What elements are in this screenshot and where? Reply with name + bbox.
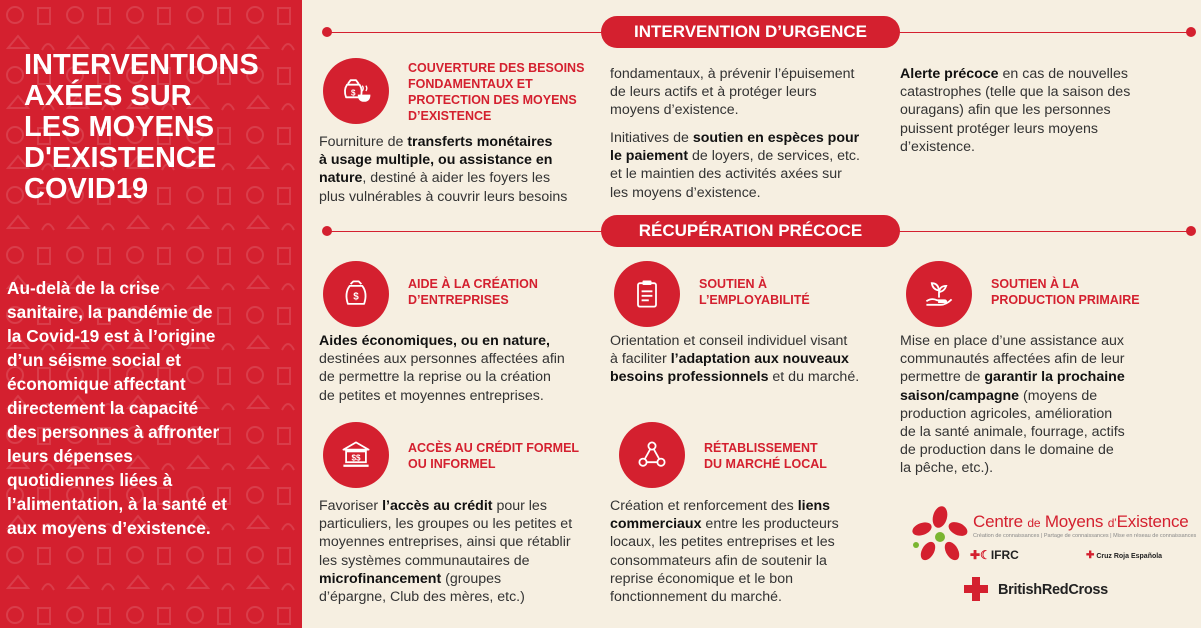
intro-text: Au-delà de la crise sanitaire, la pandémie de la Covid-19 est à l’origine d’un séisme social et économique affectant directement la capacité des personnes à affronter leurs dépenses quotidiennes liées à l’alimentation, à la santé et aux moyens d’existence. — [7, 278, 227, 538]
text-protection-actifs: fondamentaux, à prévenir l’épuisement de leurs actifs et à protéger leurs moyens d’existence. — [610, 66, 855, 119]
bank-icon — [323, 422, 389, 488]
svg-text:$: $ — [351, 88, 356, 98]
text-acces-credit: Favoriser l’accès au crédit pour les particuliers, les groupes ou les petites et moyennes entreprises, ainsi que rétablir les systèmes communautaires de microfinancement (groupes d’épargne, Club des mères, etc.) — [319, 498, 573, 606]
text-orientation-conseil: Orientation et conseil individuel visant à faciliter l’adaptation aux nouveaux besoins professionnels et du marché. — [610, 333, 860, 386]
svg-text:$$: $$ — [351, 453, 361, 463]
text-marche-local: Création et renforcement des liens commerciaux entre les producteurs locaux, les petites entreprises et les consommateurs afin de soutenir la reprise économique et le bon fonctionnement du marché. — [610, 498, 839, 606]
cme-logo-subtitle: Création de connaissances | Partage de connaissances | Mise en réseau de connaissances — [973, 533, 1197, 539]
british-red-cross-icon — [964, 577, 988, 601]
money-bag-bowl-icon — [323, 58, 389, 124]
money-bag-icon — [323, 261, 389, 327]
section-dot-right — [1186, 27, 1196, 37]
cme-logo-text: Centre de Moyens d’Existence — [973, 512, 1189, 531]
heading-acces-credit: ACCÈS AU CRÉDIT FORMEL OU INFORMEL — [408, 441, 580, 471]
heading-creation-entreprises: AIDE À LA CRÉATION D’ENTREPRISES — [408, 277, 538, 307]
text-production-primaire: Mise en place d’une assistance aux communautés affectées afin de leur permettre de garantir la prochaine saison/campagne (moyens de production agricoles, amélioration de la santé animale, fourrage, actifs de production dans le domaine de la pêche, etc.). — [900, 333, 1125, 477]
svg-text:$: $ — [353, 291, 359, 303]
section-heading-recuperation: RÉCUPÉRATION PRÉCOCE — [601, 215, 900, 247]
heading-marche-local: RÉTABLISSEMENT DU MARCHÉ LOCAL — [704, 441, 827, 471]
main-title: INTERVENTIONS AXÉES SUR LES MOYENS D'EXISTENCE COVID19 — [24, 49, 259, 205]
plant-in-hand-icon — [906, 261, 972, 327]
section-dot-right — [1186, 226, 1196, 236]
heading-employabilite: SOUTIEN À L’EMPLOYABILITÉ — [699, 277, 810, 307]
text-alerte-precoce: Alerte précoce en cas de nouvelles catastrophes (telle que la saison des ouragans) afin que les personnes puissent protéger leurs moyens d’existence. — [900, 66, 1131, 155]
british-red-cross-logo: BritishRedCross — [998, 582, 1108, 598]
clipboard-icon — [614, 261, 680, 327]
section-dot-left — [322, 226, 332, 236]
text-soutien-especes: Initiatives de soutien en espèces pour le paiement de loyers, de services, etc. et le maintien des activités axées sur les moyens d’existence. — [610, 130, 860, 201]
text-aides-economiques: Aides économiques, ou en nature, destinées aux personnes affectées afin de permettre la reprise ou la création de petites et moyennes entreprises. — [319, 333, 565, 404]
cme-flower-logo — [908, 505, 972, 567]
section-heading-urgence: INTERVENTION D’URGENCE — [601, 16, 900, 48]
heading-besoins-fondamentaux: COUVERTURE DES BESOINS FONDAMENTAUX ET PROTECTION DES MOYENS D’EXISTENCE — [408, 61, 585, 123]
section-dot-left — [322, 27, 332, 37]
heading-production-primaire: SOUTIEN À LA PRODUCTION PRIMAIRE — [991, 277, 1140, 307]
network-triangle-icon — [619, 422, 685, 488]
left-panel — [0, 0, 302, 628]
ifrc-logo: ✚☾IFRC — [970, 548, 1019, 562]
text-transferts-monetaires: Fourniture de transferts monétaires à usage multiple, ou assistance en nature, destiné à aider les foyers les plus vulnérables à couvrir leurs besoins — [319, 134, 568, 205]
cruz-roja-logo: ✚ Cruz Roja Española — [1086, 550, 1163, 561]
